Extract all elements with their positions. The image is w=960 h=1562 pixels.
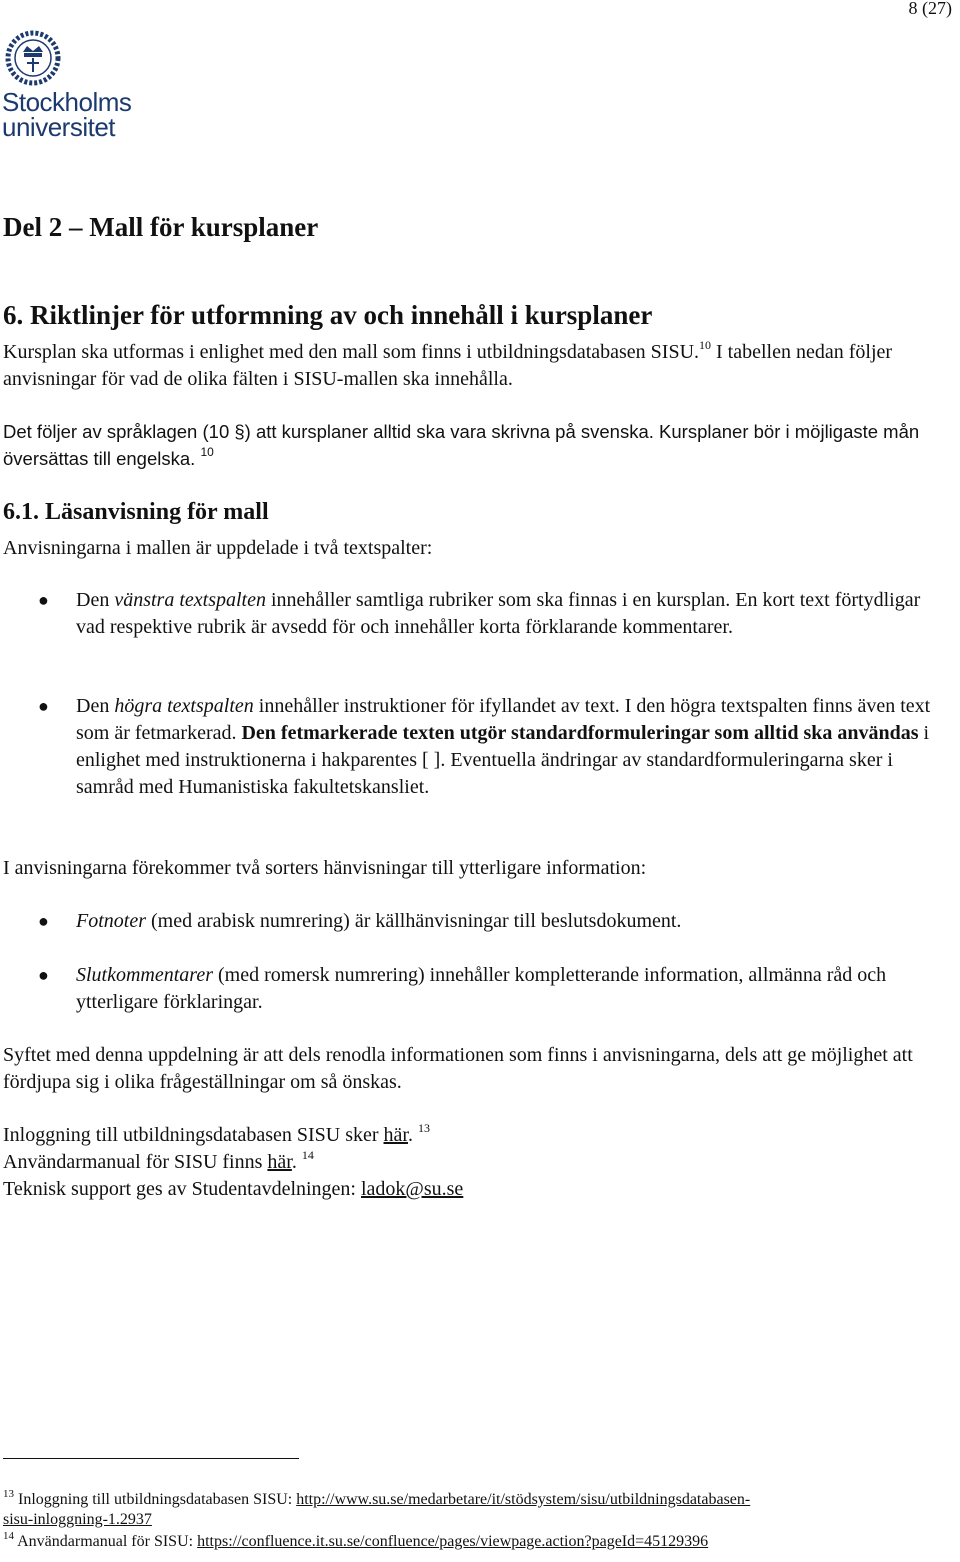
- bullet-icon: ●: [38, 696, 49, 716]
- list-item-right-column: Den högra textspalten innehåller instruktioner för ifyllandet av text. I den högra textspalten finns även text som är fetmarkerad. Den fetmarkerade texten utgör standardformuleringar som alltid ska användas i enlighet med instruktionerna i hakparentes [ ]. Eventuella ändringar av standardformuleringarna sker i samråd med Humanistiska fakultetskansliet.: [76, 695, 931, 798]
- list-item-footnotes: Fotnoter (med arabisk numrering) är källhänvisningar till beslutsdokument.: [76, 910, 682, 932]
- bullet-icon: ●: [38, 590, 49, 610]
- support-email-link[interactable]: ladok@su.se: [361, 1178, 464, 1200]
- university-logo: [2, 30, 132, 142]
- manual-line: Användarmanual för SISU finns här. $^{14}$: [3, 1148, 314, 1173]
- footnote-13-link-cont[interactable]: sisu-inloggning-1.2937: [3, 1511, 152, 1528]
- footnote-ref: 10: [699, 338, 712, 352]
- list-item-left-column: Den vänstra textspalten innehåller samtliga rubriker som ska finnas i en kursplan. En kort text förtydligar vad respektive rubrik är avsedd för och innehåller korta förklarande kommentarer.: [76, 589, 921, 638]
- intro-paragraph-2: Det följer av språklagen (10 §) att kursplaner alltid ska vara skrivna på svenska. Kursplaner bör i möjligaste mån översättas till engelska. $^{10}$: [3, 421, 920, 469]
- bullet-icon: ●: [38, 965, 49, 985]
- section-heading-6: 6. Riktlinjer för utformning av och innehåll i kursplaner: [3, 300, 653, 330]
- references-lead: I anvisningarna förekommer två sorters hänvisningar till ytterligare information:: [3, 857, 647, 879]
- login-line: Inloggning till utbildningsdatabasen SISU sker här. $^{13}$: [3, 1121, 430, 1146]
- reading-lead: Anvisningarna i mallen är uppdelade i två textspalter:: [3, 537, 433, 559]
- section-heading-6-1: 6.1. Läsanvisning för mall: [3, 499, 269, 525]
- intro-paragraph-1: Kursplan ska utformas i enlighet med den mall som finns i utbildningsdatabasen SISU.$^{10}$ I tabellen nedan följer anvisningar för vad de olika fälten i SISU-mallen ska innehålla.: [3, 338, 893, 390]
- logo-wordmark-line1: Stockholms: [2, 87, 132, 117]
- footnote-13: $^{13}$ Inloggning till utbildningsdatabasen SISU: http://www.su.se/medarbetare/it/stödsystem/sisu/utbildningsdatabasen- sisu-inloggning-1.2937: [3, 1488, 751, 1528]
- part-title: Del 2 – Mall för kursplaner: [3, 212, 319, 242]
- purpose-paragraph: Syftet med denna uppdelning är att dels renodla informationen som finns i anvisningarna, dels att ge möjlighet att fördjupa sig i olika frågeställningar om så önskas.: [3, 1044, 913, 1093]
- footnote-13-link[interactable]: http://www.su.se/medarbetare/it/stödsystem/sisu/utbildningsdatabasen-: [296, 1491, 751, 1508]
- sisu-manual-link[interactable]: här: [267, 1151, 292, 1173]
- footnote-14: $^{14}$ Användarmanual för SISU: https://confluence.it.su.se/confluence/pages/viewpage.action?pageId=45129396: [3, 1530, 709, 1550]
- support-line: Teknisk support ges av Studentavdelningen: ladok@su.se: [3, 1178, 464, 1200]
- bullet-icon: ●: [38, 911, 49, 931]
- sisu-login-link[interactable]: här: [383, 1124, 408, 1146]
- crown-seal-icon: [2, 30, 64, 88]
- footnote-14-link[interactable]: https://confluence.it.su.se/confluence/pages/viewpage.action?pageId=45129396: [197, 1533, 709, 1550]
- logo-wordmark-line2: universitet: [2, 112, 115, 142]
- list-item-endnotes: Slutkommentarer (med romersk numrering) innehåller kompletterande information, allmänna råd och ytterligare förklaringar.: [76, 964, 887, 1013]
- footnote-ref: 10: [200, 445, 214, 459]
- footnote-divider: [3, 1458, 299, 1459]
- page-number: 8 (27): [908, 0, 952, 18]
